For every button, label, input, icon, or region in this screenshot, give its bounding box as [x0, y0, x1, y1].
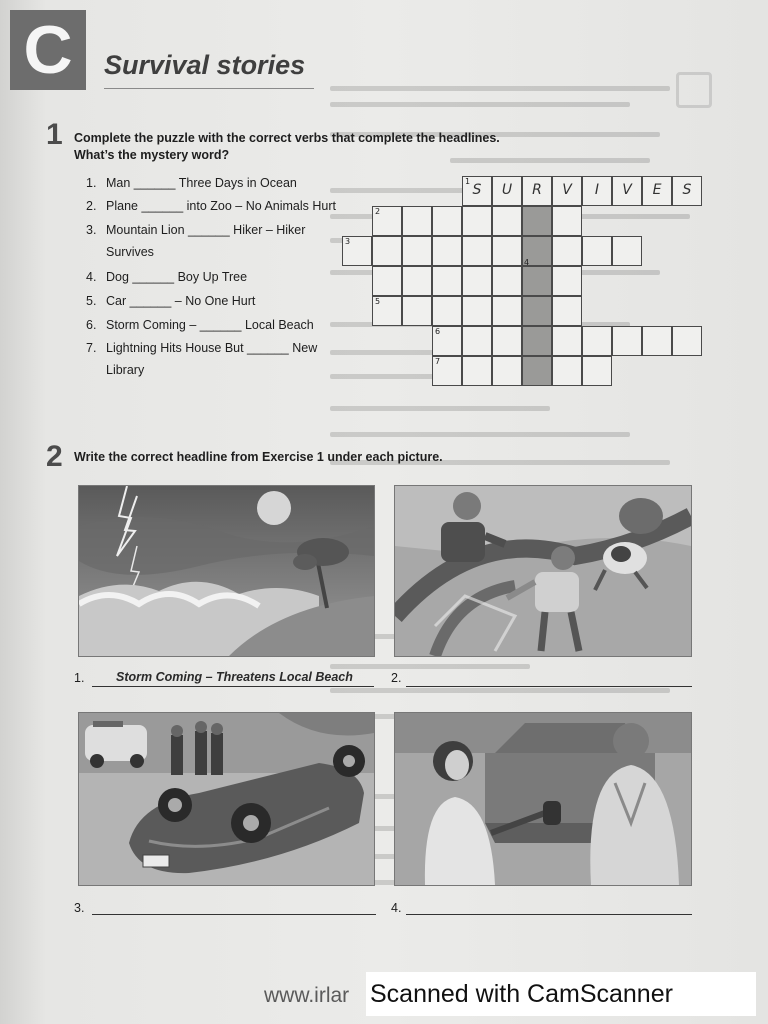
car-crash-picture — [78, 712, 375, 886]
headline-item: 4. Dog ______ Boy Up Tree — [86, 270, 248, 284]
crossword-cell[interactable] — [672, 326, 702, 356]
crossword-cell[interactable] — [552, 296, 582, 326]
headline-item: 2. Plane ______ into Zoo – No Animals Hurt — [86, 199, 336, 213]
clue-number: 7 — [435, 357, 441, 366]
crossword-cell[interactable] — [492, 326, 522, 356]
exercise-1-number: 1 — [46, 118, 63, 151]
rescue-interview-picture — [394, 712, 692, 886]
crossword-cell[interactable] — [372, 236, 402, 266]
crossword-cell[interactable] — [432, 356, 462, 386]
clue-number: 4 — [524, 258, 530, 267]
storm-picture — [78, 485, 375, 657]
crossword-cell[interactable] — [432, 236, 462, 266]
crossword-letter: V — [562, 182, 572, 198]
crossword-cell[interactable] — [612, 236, 642, 266]
crossword-cell[interactable] — [582, 356, 612, 386]
crossword-cell[interactable] — [612, 326, 642, 356]
crossword-cell[interactable] — [492, 176, 522, 206]
crossword-cell[interactable] — [642, 326, 672, 356]
headline-item: 1. Man ______ Three Days in Ocean — [86, 176, 297, 190]
crossword-letter: R — [532, 182, 542, 198]
crossword-cell[interactable] — [462, 356, 492, 386]
crossword-cell[interactable] — [522, 176, 552, 206]
crossword-cell[interactable] — [432, 326, 462, 356]
crossword-cell[interactable] — [402, 236, 432, 266]
clue-number: 1 — [465, 177, 471, 186]
crossword-cell[interactable] — [462, 206, 492, 236]
crossword-cell[interactable] — [432, 266, 462, 296]
answer-3-number: 3. — [74, 901, 85, 915]
crossword-cell[interactable] — [462, 266, 492, 296]
answer-1-number: 1. — [74, 671, 85, 685]
crossword-cell[interactable] — [372, 296, 402, 326]
crossword-cell[interactable] — [582, 326, 612, 356]
crossword-cell[interactable] — [522, 356, 552, 386]
headline-item: 3. Mountain Lion ______ Hiker – Hiker Survives — [86, 223, 306, 259]
crossword-letter: E — [652, 182, 662, 198]
crossword-cell[interactable] — [552, 266, 582, 296]
crossword-cell[interactable] — [492, 356, 522, 386]
headline-item: 6. Storm Coming – ______ Local Beach — [86, 318, 314, 332]
crossword-cell[interactable] — [462, 176, 492, 206]
section-title: Survival stories — [104, 50, 306, 80]
crossword-cell[interactable] — [492, 236, 522, 266]
footer-url[interactable]: www.irlar — [264, 984, 350, 1007]
crossword-cell[interactable] — [522, 296, 552, 326]
tree-dog-picture — [394, 485, 692, 657]
crossword-cell[interactable] — [552, 176, 582, 206]
crossword-cell[interactable] — [402, 296, 432, 326]
crossword-cell[interactable] — [582, 236, 612, 266]
headline-item: 7. Lightning Hits House But ______ New Library — [86, 341, 318, 377]
clue-number: 5 — [375, 297, 381, 306]
answer-1-line[interactable] — [92, 686, 374, 687]
crossword-cell[interactable] — [462, 236, 492, 266]
answer-4-line[interactable] — [406, 914, 692, 915]
crossword-letter: U — [501, 182, 513, 198]
clue-number: 6 — [435, 327, 441, 336]
crossword-cell[interactable] — [672, 176, 702, 206]
crossword-cell[interactable] — [552, 206, 582, 236]
answer-3-line[interactable] — [92, 914, 376, 915]
crossword-cell[interactable] — [432, 206, 462, 236]
crossword-cell[interactable] — [552, 356, 582, 386]
crossword-cell[interactable] — [492, 296, 522, 326]
crossword-cell[interactable] — [372, 206, 402, 236]
crossword-letter: V — [622, 182, 632, 198]
crossword-letter: S — [682, 182, 692, 198]
crossword-cell[interactable] — [402, 266, 432, 296]
headline-list — [86, 171, 336, 383]
crossword-cell[interactable] — [522, 266, 552, 296]
clue-number: 3 — [345, 237, 351, 246]
crossword-cell[interactable] — [462, 296, 492, 326]
crossword-cell[interactable] — [522, 326, 552, 356]
crossword-letter: S — [472, 182, 482, 198]
crossword-cell[interactable] — [342, 236, 372, 266]
answer-1-text: Storm Coming – Threatens Local Beach — [116, 670, 353, 684]
title-rule — [104, 88, 314, 89]
crossword-cell[interactable] — [582, 176, 612, 206]
exercise-1-instruction: Complete the puzzle with the correct verbs that complete the headlines. What’s the mystery word? — [74, 131, 500, 162]
answer-4-number: 4. — [391, 901, 402, 915]
crossword-cell[interactable] — [372, 266, 402, 296]
camscanner-banner: Scanned with CamScanner — [366, 972, 756, 1016]
crossword-cell[interactable] — [462, 326, 492, 356]
crossword-cell[interactable] — [552, 236, 582, 266]
crossword-cell[interactable] — [642, 176, 672, 206]
crossword-cell[interactable] — [492, 206, 522, 236]
answer-2-number: 2. — [391, 671, 402, 685]
crossword-cell[interactable] — [432, 296, 462, 326]
exercise-2-number: 2 — [46, 440, 63, 473]
crossword-cell[interactable] — [402, 206, 432, 236]
clue-number: 2 — [375, 207, 381, 216]
headline-item: 5. Car ______ – No One Hurt — [86, 294, 256, 308]
crossword-cell[interactable] — [492, 266, 522, 296]
answer-2-line[interactable] — [406, 686, 692, 687]
crossword-letter: I — [594, 182, 600, 198]
section-badge: C — [10, 10, 86, 90]
exercise-2-instruction: Write the correct headline from Exercise 1 under each picture. — [74, 450, 443, 464]
crossword-cell[interactable] — [552, 326, 582, 356]
crossword-cell[interactable] — [612, 176, 642, 206]
crossword-cell[interactable] — [522, 206, 552, 236]
